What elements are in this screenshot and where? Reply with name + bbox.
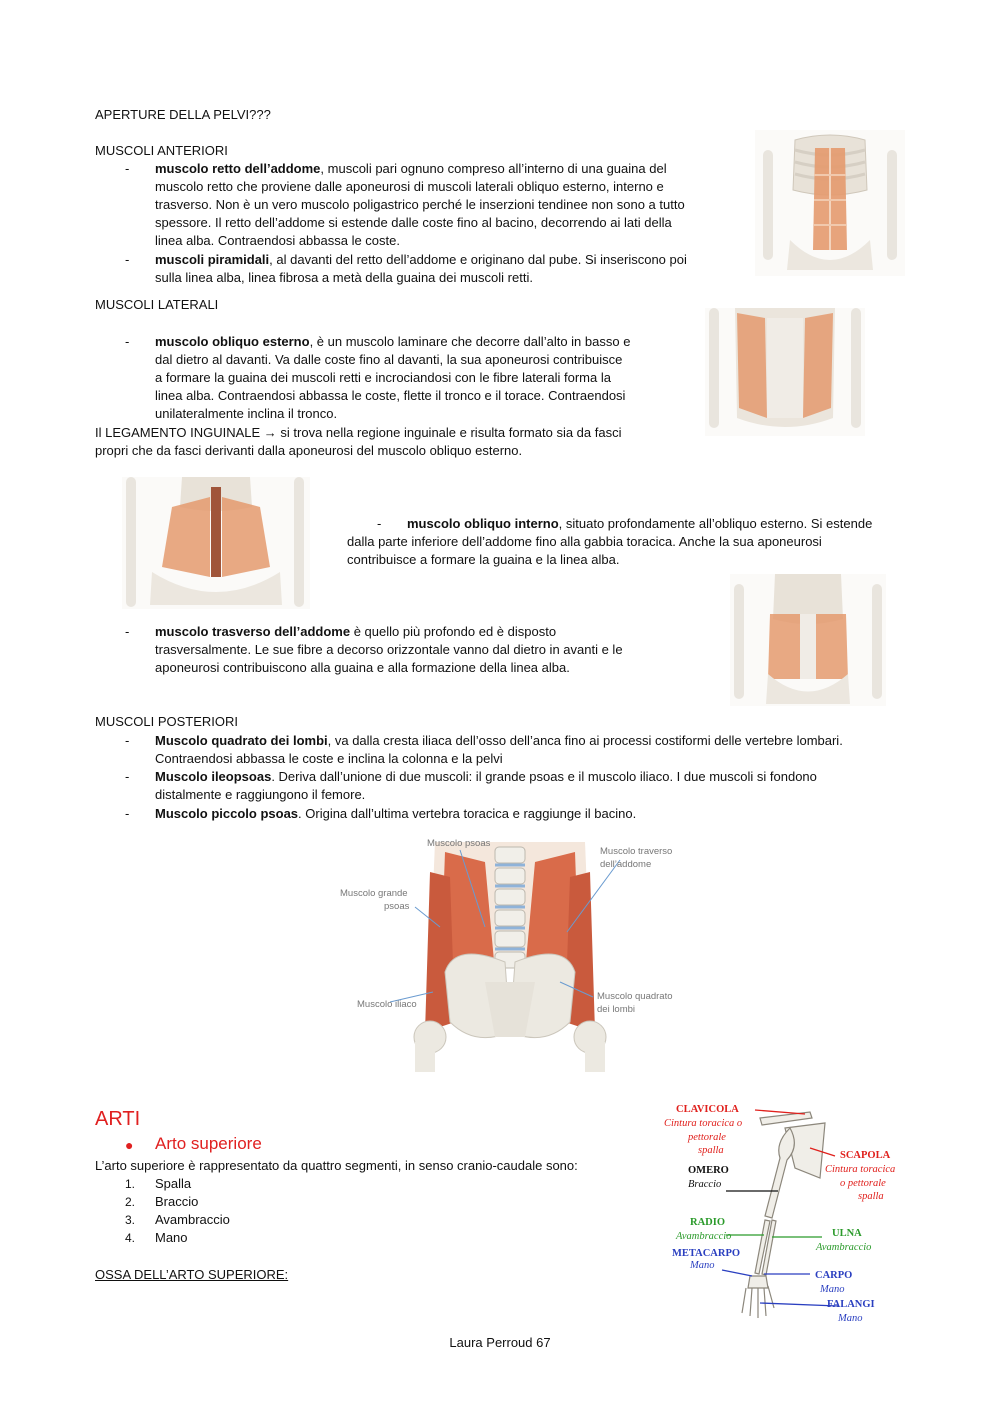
label-clavicola-sub3: spalla — [698, 1145, 724, 1156]
text-line: unilateralmente inclina il tronco. — [155, 406, 338, 421]
list-number: 2. — [125, 1195, 136, 1209]
section-heading-anteriori: MUSCOLI ANTERIORI — [95, 143, 228, 158]
label-ulna: ULNA — [832, 1228, 862, 1239]
list-item-obliquo-esterno — [155, 333, 675, 423]
list-item-avambraccio: Avambraccio — [155, 1212, 230, 1227]
section-title-arti: ARTI — [95, 1108, 141, 1130]
text-line: sulla linea alba, linea fibrosa a metà della guaina dei muscoli retti. — [155, 270, 533, 285]
label-quadrato-1: Muscolo quadrato — [597, 991, 673, 1002]
text-line: muscolo retto che proviene dalle aponeurosi di muscoli laterali obliquo esterno, interno e — [155, 179, 664, 194]
text-line: propri che da fasci derivanti dalla aponeurosi del muscolo obliquo esterno. — [95, 443, 523, 458]
term-ileopsoas: Muscolo ileopsoas — [155, 769, 272, 784]
arti-intro: L’arto superiore è rappresentato da quattro segmenti, in senso cranio-caudale sono: — [95, 1158, 578, 1173]
label-falangi: FALANGI — [827, 1299, 875, 1310]
label-traverso-1: Muscolo traverso — [600, 846, 673, 857]
text-line: . Deriva dall’unione di due muscoli: il grande psoas e il muscolo iliaco. I due muscoli si fondono — [271, 769, 817, 784]
label-clavicola: CLAVICOLA — [676, 1104, 739, 1115]
ossa-arto-superiore-heading: OSSA DELL’ARTO SUPERIORE: — [95, 1267, 289, 1282]
label-quadrato-2: dei lombi — [597, 1004, 636, 1015]
label-clavicola-sub1: Cintura toracica o — [664, 1118, 743, 1129]
label-muscolo-psoas: Muscolo psoas — [427, 838, 491, 849]
external-oblique-image — [705, 308, 865, 436]
text-line: . Origina dall’ultima vertebra toracica e raggiunge il bacino. — [298, 806, 637, 821]
paragraph-legamento-inguinale — [95, 424, 675, 460]
bullet-dash: - — [125, 161, 130, 176]
list-item-quadrato-lombi — [155, 732, 935, 768]
text-line: contribuisce a formare la guaina e la linea alba. — [347, 552, 620, 567]
bullet-dash: - — [125, 624, 130, 639]
rectus-abdominis-image — [755, 130, 905, 276]
psoas-anatomy-figure — [335, 832, 680, 1072]
list-item-retto — [155, 160, 735, 250]
list-item-spalla: Spalla — [155, 1176, 192, 1191]
list-number: 1. — [125, 1177, 136, 1191]
text-line: , è un muscolo laminare che decorre dall’alto in basso e — [309, 334, 631, 349]
text-line: , situato profondamente all’obliquo esterno. Si estende — [558, 516, 873, 531]
subtitle-arto-superiore: Arto superiore — [155, 1134, 262, 1153]
label-metacarpo-sub: Mano — [690, 1260, 715, 1271]
text-line: distalmente e raggiungono il femore. — [155, 787, 366, 802]
label-omero-sub: Braccio — [688, 1179, 722, 1190]
transverse-abdominis-image — [730, 574, 886, 706]
term-piramidali: muscoli piramidali — [155, 252, 270, 267]
internal-oblique-image — [122, 477, 310, 609]
term-obliquo-esterno: muscolo obliquo esterno — [155, 334, 310, 349]
text-line: Il LEGAMENTO INGUINALE → si trova nella regione inguinale e risulta formato sia da fasci — [95, 425, 622, 440]
label-scapola-sub1: Cintura toracica — [825, 1164, 896, 1175]
list-item-piccolo-psoas — [155, 805, 935, 823]
page-footer: Laura Perroud 67 — [449, 1335, 551, 1350]
label-carpo-sub: Mano — [820, 1284, 845, 1295]
section-heading-laterali: MUSCOLI LATERALI — [95, 297, 219, 312]
label-radio-sub: Avambraccio — [676, 1231, 732, 1242]
label-clavicola-sub2: pettorale — [688, 1132, 726, 1143]
text-line: , al davanti del retto dell’addome e originano dal pube. Si inseriscono poi — [269, 252, 687, 267]
list-item-trasverso — [155, 623, 715, 677]
label-carpo: CARPO — [815, 1270, 853, 1281]
label-scapola: SCAPOLA — [840, 1150, 891, 1161]
text-line: dalla parte inferiore dell’addome fino alla gabbia toracica. Anche la sua aponeurosi — [347, 534, 822, 549]
bullet-dash: - — [377, 516, 382, 531]
label-traverso-2: dell’addome — [600, 859, 652, 870]
label-scapola-sub2: o pettorale — [840, 1178, 886, 1189]
text-line: trasverso. Non è un vero muscolo poligastrico perché le inserzioni tendinee non sono a tutto — [155, 197, 685, 212]
list-item-mano: Mano — [155, 1230, 188, 1245]
list-item-ileopsoas — [155, 768, 935, 804]
term-trasverso: muscolo trasverso dell’addome — [155, 624, 351, 639]
term-quadrato-lombi: Muscolo quadrato dei lombi — [155, 733, 328, 748]
bullet-dash: - — [125, 733, 130, 748]
header-question: APERTURE DELLA PELVI??? — [95, 107, 271, 122]
list-item-piramidali — [155, 251, 735, 287]
label-radio: RADIO — [690, 1217, 726, 1228]
text-line: , muscoli pari ognuno compreso all’interno di una guaina del — [320, 161, 667, 176]
bullet-dash: - — [125, 252, 130, 267]
label-omero: OMERO — [688, 1165, 729, 1176]
upper-limb-bones-figure — [660, 1098, 915, 1328]
text-line: linea alba. Contraendosi abbassa le coste, flette il tronco e il torace. Contraendosi — [155, 388, 626, 403]
label-grande-psoas-1: Muscolo grande — [340, 888, 408, 899]
bullet-dash: - — [125, 334, 130, 349]
list-item-braccio: Braccio — [155, 1194, 199, 1209]
label-metacarpo: METACARPO — [672, 1248, 741, 1259]
label-falangi-sub: Mano — [838, 1313, 863, 1324]
text-line: linea alba. Contraendosi abbassa le coste. — [155, 233, 400, 248]
label-grande-psoas-2: psoas — [384, 901, 410, 912]
list-number: 4. — [125, 1231, 136, 1245]
list-number: 3. — [125, 1213, 136, 1227]
text-line: a formare la guaina dei muscoli retti e incrociandosi con le fibre laterali forma la — [155, 370, 611, 385]
section-heading-posteriori: MUSCOLI POSTERIORI — [95, 714, 239, 729]
bullet-dash: - — [125, 769, 130, 784]
text-line: , va dalla cresta iliaca dell’osso dell’anca fino ai processi costiformi delle vertebre lombari. — [327, 733, 843, 748]
label-scapola-sub3: spalla — [858, 1191, 884, 1202]
term-obliquo-interno: muscolo obliquo interno — [407, 516, 559, 531]
text-line: Contraendosi abbassa le coste e inclina la colonna e la pelvi — [155, 751, 503, 766]
text-line: aponeurosi contribuiscono alla guaina e alla formazione della linea alba. — [155, 660, 570, 675]
bullet-dash: - — [125, 806, 130, 821]
text-line: è quello più profondo ed è disposto — [350, 624, 557, 639]
label-ulna-sub: Avambraccio — [816, 1242, 872, 1253]
bullet-dot: ● — [125, 1137, 134, 1153]
text-line: spessore. Il retto dell’addome si estende dalle coste fino al bacino, decorrendo ai lati della — [155, 215, 672, 230]
text-line: dal dietro al davanti. Va dalle coste fino al davanti, la sua aponeurosi contribuisce — [155, 352, 623, 367]
term-piccolo-psoas: Muscolo piccolo psoas — [155, 806, 299, 821]
list-item-obliquo-interno — [347, 515, 907, 569]
text-line: trasversalmente. Le sue fibre a decorso orizzontale vanno dal dietro in avanti e le — [155, 642, 623, 657]
label-muscolo-iliaco: Muscolo iliaco — [357, 999, 417, 1010]
term-retto: muscolo retto dell’addome — [155, 161, 321, 176]
